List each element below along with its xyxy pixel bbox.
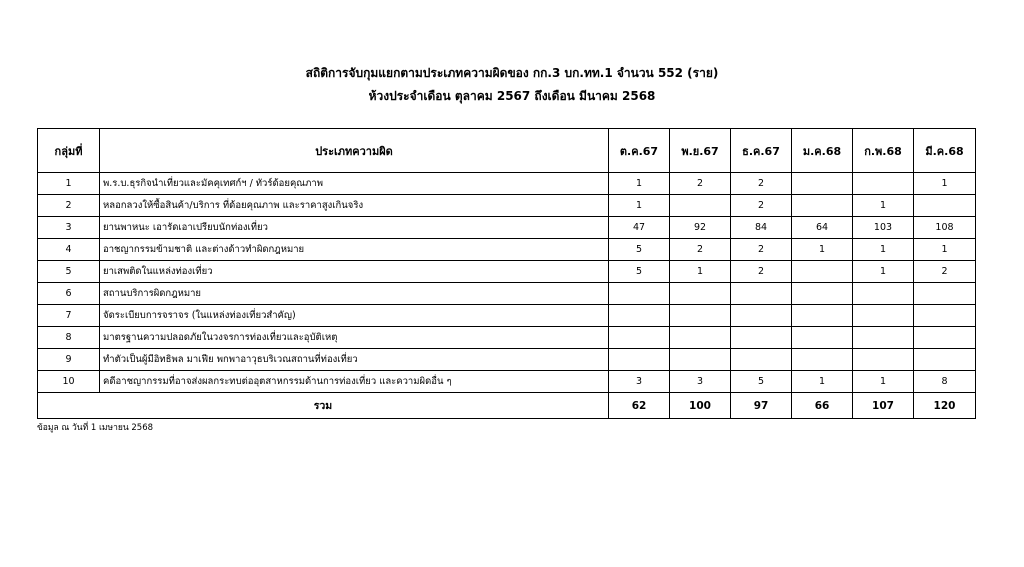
total-cell: 66 [792,393,853,419]
month-count-cell: 103 [853,217,914,239]
header-month: ธ.ค.67 [731,129,792,173]
total-cell: 120 [914,393,976,419]
month-count-cell [670,327,731,349]
month-count-cell [792,327,853,349]
header-offense-type: ประเภทความผิด [100,129,609,173]
header-month: มี.ค.68 [914,129,976,173]
total-label: รวม [38,393,609,419]
month-count-cell [609,283,670,305]
table-row [38,283,976,305]
month-count-cell: 1 [853,195,914,217]
month-count-cell: 5 [731,371,792,393]
table-row [38,195,976,217]
offense-type-cell: มาตรฐานความปลอดภัยในวงจรการท่องเที่ยวและอุบัติเหตุ [100,327,609,349]
month-count-cell: 2 [914,261,976,283]
table-header-row [38,129,976,173]
header-group: กลุ่มที่ [38,129,100,173]
total-row [38,393,976,419]
month-count-cell [853,349,914,371]
month-count-cell: 1 [792,371,853,393]
month-count-cell: 108 [914,217,976,239]
month-count-cell: 1 [609,195,670,217]
table-row [38,261,976,283]
offense-type-cell: พ.ร.บ.ธุรกิจนำเที่ยวและมัคคุเทศก์ฯ / ทัวร์ด้อยคุณภาพ [100,173,609,195]
month-count-cell [853,305,914,327]
month-count-cell: 92 [670,217,731,239]
report-period: ห้วงประจำเดือน ตุลาคม 2567 ถึงเดือน มีนาคม 2568 [368,89,656,103]
month-count-cell [853,173,914,195]
month-count-cell: 2 [731,173,792,195]
month-count-cell [609,349,670,371]
table-row [38,327,976,349]
data-date-footnote: ข้อมูล ณ วันที่ 1 เมษายน 2568 [37,423,154,433]
offense-type-cell: หลอกลวงให้ซื้อสินค้า/บริการ ที่ด้อยคุณภาพ และราคาสูงเกินจริง [100,195,609,217]
month-count-cell: 2 [731,195,792,217]
month-count-cell: 47 [609,217,670,239]
month-count-cell: 1 [914,239,976,261]
header-month: พ.ย.67 [670,129,731,173]
month-count-cell: 2 [731,239,792,261]
month-count-cell: 8 [914,371,976,393]
month-count-cell: 1 [853,261,914,283]
month-count-cell [914,349,976,371]
month-count-cell: 1 [670,261,731,283]
month-count-cell: 1 [914,173,976,195]
group-number-cell: 6 [38,283,100,305]
month-count-cell: 2 [670,239,731,261]
group-number-cell: 7 [38,305,100,327]
month-count-cell [853,283,914,305]
table-row [38,349,976,371]
table-row [38,239,976,261]
month-count-cell [792,349,853,371]
month-count-cell [731,283,792,305]
group-number-cell: 8 [38,327,100,349]
month-count-cell [731,305,792,327]
month-count-cell [914,283,976,305]
month-count-cell: 1 [853,371,914,393]
month-count-cell [792,283,853,305]
offense-type-cell: สถานบริการผิดกฎหมาย [100,283,609,305]
month-count-cell [792,261,853,283]
group-number-cell: 5 [38,261,100,283]
month-count-cell [731,349,792,371]
month-count-cell: 2 [670,173,731,195]
month-count-cell [670,195,731,217]
month-count-cell [609,327,670,349]
offense-type-cell: ทำตัวเป็นผู้มีอิทธิพล มาเฟีย พกพาอาวุธบริเวณสถานที่ท่องเที่ยว [100,349,609,371]
month-count-cell [670,349,731,371]
table-row [38,217,976,239]
month-count-cell: 5 [609,239,670,261]
month-count-cell: 1 [609,173,670,195]
total-cell: 97 [731,393,792,419]
month-count-cell: 84 [731,217,792,239]
month-count-cell: 64 [792,217,853,239]
month-count-cell: 5 [609,261,670,283]
total-cell: 107 [853,393,914,419]
month-count-cell: 1 [792,239,853,261]
group-number-cell: 9 [38,349,100,371]
offense-type-cell: อาชญากรรมข้ามชาติ และต่างด้าวทำผิดกฎหมาย [100,239,609,261]
offense-type-cell: ยานพาหนะ เอารัดเอาเปรียบนักท่องเที่ยว [100,217,609,239]
month-count-cell: 2 [731,261,792,283]
month-count-cell [731,327,792,349]
table-row [38,371,976,393]
header-month: ม.ค.68 [792,129,853,173]
month-count-cell [792,173,853,195]
month-count-cell [792,305,853,327]
month-count-cell [914,327,976,349]
total-cell: 62 [609,393,670,419]
month-count-cell: 3 [609,371,670,393]
offense-type-cell: ยาเสพติดในแหล่งท่องเที่ยว [100,261,609,283]
group-number-cell: 3 [38,217,100,239]
header-month: ต.ค.67 [609,129,670,173]
month-count-cell: 3 [670,371,731,393]
table-row [38,173,976,195]
month-count-cell: 1 [853,239,914,261]
group-number-cell: 1 [38,173,100,195]
group-number-cell: 4 [38,239,100,261]
month-count-cell [609,305,670,327]
table-row [38,305,976,327]
offense-type-cell: คดีอาชญากรรมที่อาจส่งผลกระทบต่ออุตสาหกรรมด้านการท่องเที่ยว และความผิดอื่น ๆ [100,371,609,393]
month-count-cell [670,283,731,305]
month-count-cell [914,305,976,327]
arrest-statistics-table [37,128,976,419]
month-count-cell [914,195,976,217]
month-count-cell [670,305,731,327]
report-title: สถิติการจับกุมแยกตามประเภทความผิดของ กก.3 บก.ทท.1 จำนวน 552 (ราย) [305,66,719,80]
header-month: ก.พ.68 [853,129,914,173]
month-count-cell [853,327,914,349]
group-number-cell: 2 [38,195,100,217]
month-count-cell [792,195,853,217]
total-cell: 100 [670,393,731,419]
group-number-cell: 10 [38,371,100,393]
offense-type-cell: จัดระเบียบการจราจร (ในแหล่งท่องเที่ยวสำคัญ) [100,305,609,327]
